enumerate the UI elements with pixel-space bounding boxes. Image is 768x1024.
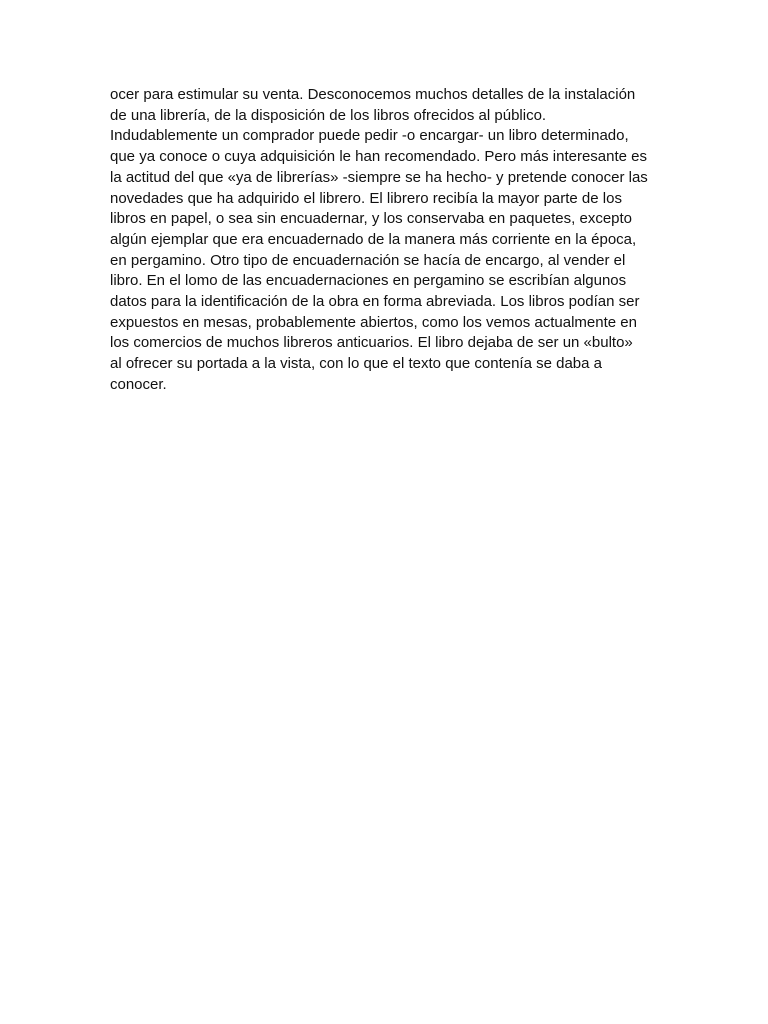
paragraph-line: los comercios de muchos libreros anticuarios. El libro dejaba de ser un «bulto» [110, 334, 633, 352]
paragraph-line: en pergamino. Otro tipo de encuadernación se hacía de encargo, al vender el [110, 251, 626, 269]
paragraph-line: libros en papel, o sea sin encuadernar, y los conservaba en paquetes, excepto [110, 210, 633, 228]
paragraph-line: algún ejemplar que era encuadernado de la manera más corriente en la época, [110, 230, 637, 248]
paragraph-line: Indudablemente un comprador puede pedir -o encargar- un libro determinado, [110, 127, 629, 145]
paragraph-line: de una librería, de la disposición de los libros ofrecidos al público. [110, 106, 547, 124]
paragraph-line: conocer. [110, 375, 167, 393]
paragraph-line: expuestos en mesas, probablemente abiertos, como los vemos actualmente en [110, 313, 637, 331]
paragraph-line: libro. En el lomo de las encuadernaciones en pergamino se escribían algunos [110, 272, 627, 290]
paragraph-line: novedades que ha adquirido el librero. El librero recibía la mayor parte de los [110, 189, 622, 207]
body-paragraph [110, 85, 670, 396]
paragraph-line: al ofrecer su portada a la vista, con lo que el texto que contenía se daba a [110, 355, 602, 373]
paragraph-line: la actitud del que «ya de librerías» -siempre se ha hecho- y pretende conocer las [110, 168, 648, 186]
paragraph-line: ocer para estimular su venta. Desconocemos muchos detalles de la instalación [110, 86, 636, 103]
paragraph-line: que ya conoce o cuya adquisición le han recomendado. Pero más interesante es [110, 148, 648, 166]
paragraph-line: datos para la identificación de la obra en forma abreviada. Los libros podían ser [110, 293, 640, 311]
